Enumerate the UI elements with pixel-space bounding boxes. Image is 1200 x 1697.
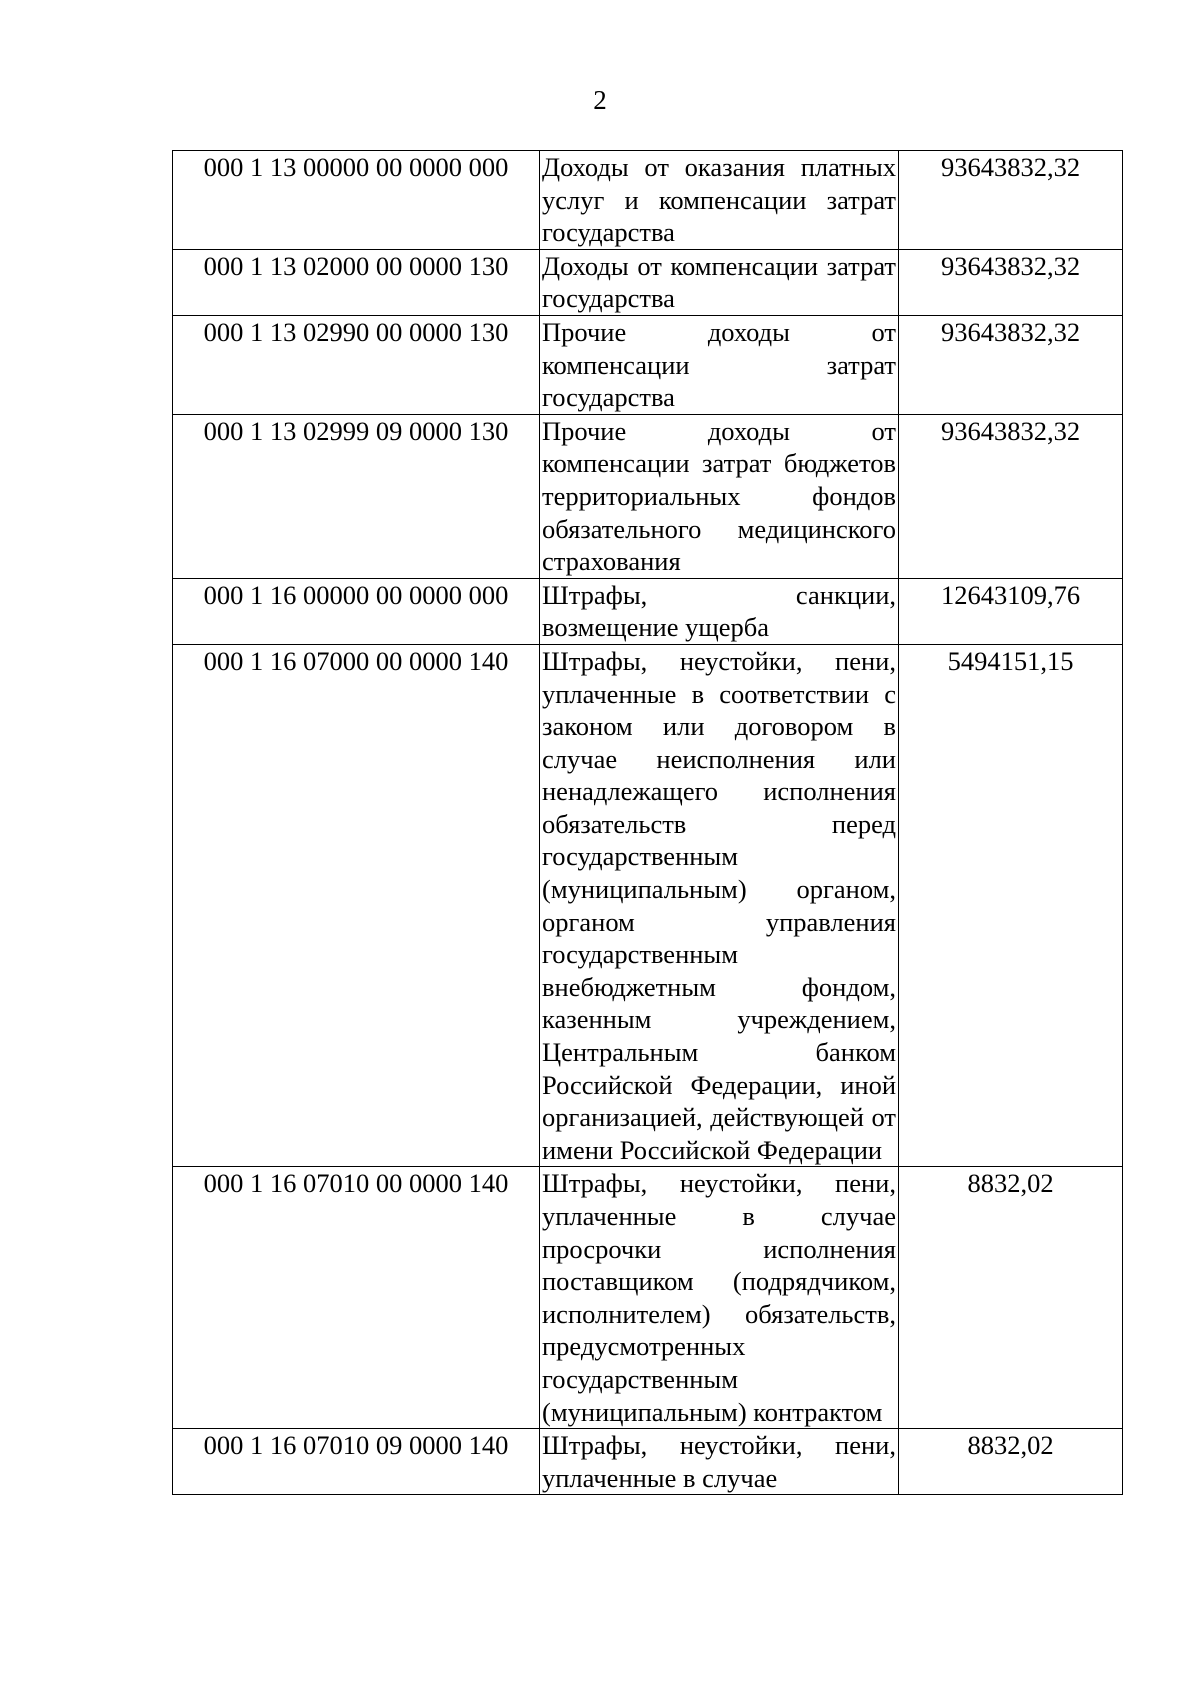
budget-code-cell: 000 1 16 07000 00 0000 140 (173, 644, 540, 1167)
amount-cell: 93643832,32 (899, 315, 1123, 414)
table-row (173, 315, 1123, 414)
amount-cell: 8832,02 (899, 1167, 1123, 1429)
description-cell: Штрафы, санкции, возмещение ущерба (540, 578, 899, 644)
description-cell: Прочие доходы от компенсации затрат государства (540, 315, 899, 414)
budget-code-cell: 000 1 16 07010 00 0000 140 (173, 1167, 540, 1429)
budget-code-cell: 000 1 16 07010 09 0000 140 (173, 1429, 540, 1495)
description-cell: Доходы от компенсации затрат государства (540, 249, 899, 315)
table-row (173, 151, 1123, 250)
table-row (173, 644, 1123, 1167)
budget-code-cell: 000 1 13 00000 00 0000 000 (173, 151, 540, 250)
table-row (173, 1167, 1123, 1429)
table-row (173, 578, 1123, 644)
amount-cell: 93643832,32 (899, 249, 1123, 315)
budget-code-cell: 000 1 13 02999 09 0000 130 (173, 414, 540, 578)
budget-code-cell: 000 1 13 02000 00 0000 130 (173, 249, 540, 315)
amount-cell: 5494151,15 (899, 644, 1123, 1167)
amount-cell: 93643832,32 (899, 151, 1123, 250)
budget-code-cell: 000 1 13 02990 00 0000 130 (173, 315, 540, 414)
amount-cell: 8832,02 (899, 1429, 1123, 1495)
table-row (173, 249, 1123, 315)
budget-revenue-table (172, 150, 1123, 1495)
budget-code-cell: 000 1 16 00000 00 0000 000 (173, 578, 540, 644)
description-cell: Штрафы, неустойки, пени, уплаченные в соответствии с законом или договором в случае неисполнения или ненадлежащего исполнения обязательств перед государственным (муниципальным) органом, органом управления государственным внебюджетным фондом, казенным учреждением, Центральным банком Российской Федерации, иной организацией, действующей от имени Российской Федерации (540, 644, 899, 1167)
table-row (173, 414, 1123, 578)
description-cell: Доходы от оказания платных услуг и компенсации затрат государства (540, 151, 899, 250)
description-cell: Штрафы, неустойки, пени, уплаченные в случае просрочки исполнения поставщиком (подрядчиком, исполнителем) обязательств, предусмотренных государственным (муниципальным) контрактом (540, 1167, 899, 1429)
description-cell: Прочие доходы от компенсации затрат бюджетов территориальных фондов обязательного медицинского страхования (540, 414, 899, 578)
description-cell (540, 1429, 899, 1495)
description-text: Штрафы, неустойки, пени, уплаченные в случае (542, 1430, 896, 1493)
page-number: 2 (593, 85, 607, 115)
table-row (173, 1429, 1123, 1495)
amount-cell: 12643109,76 (899, 578, 1123, 644)
amount-cell: 93643832,32 (899, 414, 1123, 578)
